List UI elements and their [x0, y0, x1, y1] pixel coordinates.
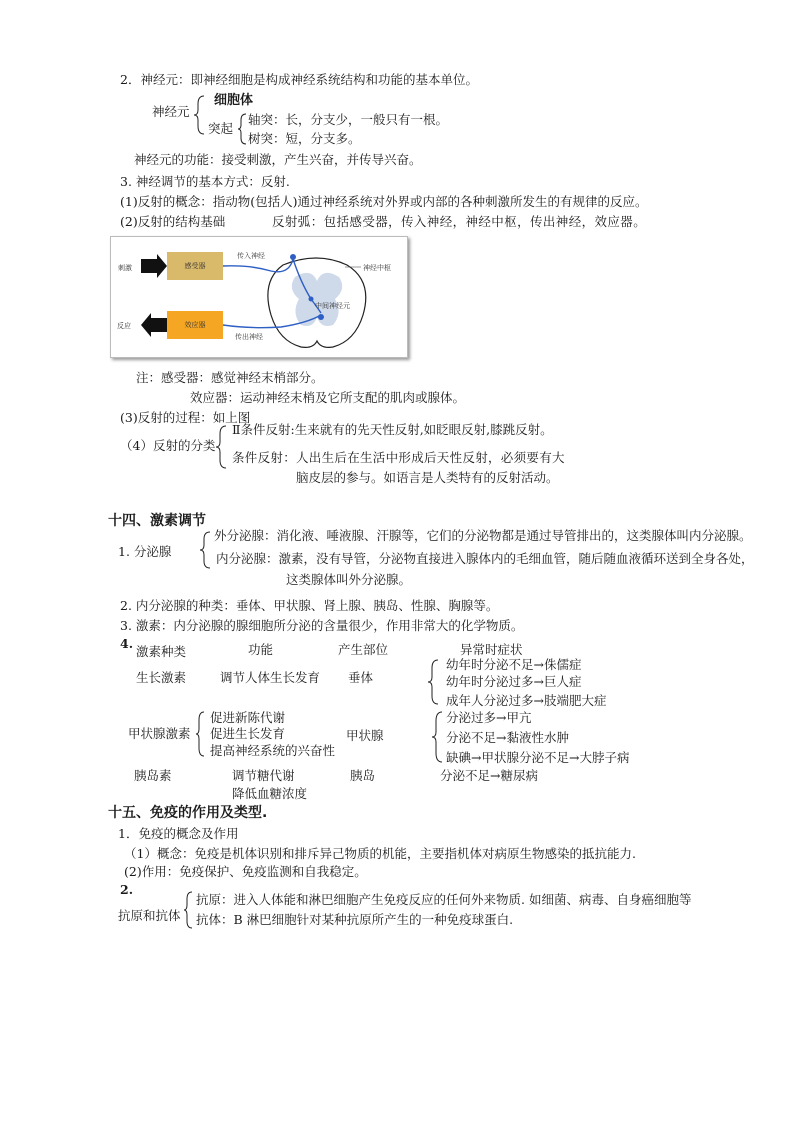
cell-body-label: 细胞体 [214, 93, 254, 108]
exocrine-gland: 外分泌腺：消化液、唾液腺、汗腺等，它们的分泌物都是通过导管排出的，这类腺体叫内分泌腺。 [214, 528, 752, 543]
th-site: 甲状腺 [346, 728, 384, 743]
col-function-header: 功能 [248, 642, 274, 657]
reflex-arc: 反射弧：包括感受器，传入神经，神经中枢，传出神经，效应器。 [272, 214, 647, 229]
brace-icon [236, 112, 248, 146]
col-symptom-header: 异常时症状 [460, 642, 523, 657]
reflex-arc-diagram [110, 236, 408, 358]
gland-label: 1. 分泌腺 [118, 544, 172, 559]
brace-icon [194, 710, 206, 758]
reflex-process: (3)反射的过程：如上图 [120, 410, 251, 425]
hormone-definition: 3. 激素：内分泌腺的腺细胞所分泌的含量很少，作用非常大的化学物质。 [120, 618, 524, 633]
endocrine-gland-2: 这类腺体叫外分泌腺。 [286, 572, 412, 587]
endocrine-types: 2. 内分泌腺的种类：垂体、甲状腺、肾上腺、胰岛、性腺、胸腺等。 [120, 598, 499, 613]
note-effector: 效应器：运动神经末梢及它所支配的肌肉或腺体。 [190, 390, 466, 405]
endocrine-gland-1: 内分泌腺：激素，没有导管，分泌物直接进入腺体内的毛细血管，随后随血液循环送到全身各处， [216, 551, 754, 566]
note-receptor: 注：感受器：感觉神经末梢部分。 [136, 370, 324, 385]
dendrite-line: 树突：短，分支多。 [248, 131, 361, 146]
immunity-role: (2)作用：免疫保护、免疫监测和自我稳定。 [124, 864, 367, 879]
center-label: 神经中枢 [363, 264, 391, 272]
insulin-site: 胰岛 [350, 768, 376, 783]
gh-symptom-1: 幼年时分泌不足→侏儒症 [446, 657, 582, 672]
col-site-header: 产生部位 [338, 642, 389, 657]
th-function-2: 促进生长发育 [210, 726, 286, 741]
interneuron-label: 中间神经元 [315, 302, 350, 310]
th-symptom-1: 分泌过多→甲亢 [446, 710, 532, 725]
stimulus-arrow-icon [141, 254, 167, 278]
afferent-label: 传入神经 [237, 252, 265, 260]
response-arrow-icon [141, 313, 167, 337]
gh-site: 垂体 [348, 670, 374, 685]
motor-neuron-dot [318, 314, 324, 320]
insulin-symptom: 分泌不足→糖尿病 [440, 768, 538, 783]
gh-symptom-3: 成年人分泌过多→肢端肥大症 [446, 693, 607, 708]
neuron-function: 神经元的功能：接受刺激，产生兴奋，并传导兴奋。 [134, 152, 422, 167]
effector-box: 效应器 [167, 311, 223, 339]
unconditioned-reflex: Ⅱ条件反射:生来就有的先天性反射,如眨眼反射,膝跳反射。 [232, 422, 553, 437]
brace-icon [214, 424, 228, 470]
th-function-1: 促进新陈代谢 [210, 710, 286, 725]
efferent-label: 传出神经 [235, 333, 263, 341]
protrusion-label: 突起 [208, 121, 234, 136]
th-function-3: 提高神经系统的兴奋性 [210, 743, 336, 758]
item-2-number: 2. [120, 882, 134, 897]
reflex-types-label: （4）反射的分类 [120, 438, 216, 453]
immunity-concept: （1）概念：免疫是机体识别和排斥异己物质的机能，主要指机体对病原生物感染的抵抗能力. [124, 846, 636, 861]
antibody-definition: 抗体：B 淋巴细胞针对某种抗原所产生的一种免疫球蛋白. [196, 912, 514, 927]
insulin-function-2: 降低血糖浓度 [232, 786, 308, 801]
axon-line: 轴突：长，分支少，一般只有一根。 [248, 112, 449, 127]
th-symptom-3: 缺碘→甲状腺分泌不足→大脖子病 [446, 750, 630, 765]
immunity-subtitle: 1．免疫的概念及作用 [118, 826, 239, 841]
gh-symptom-2: 幼年时分泌过多→巨人症 [446, 674, 582, 689]
interneuron-dot [309, 297, 314, 302]
response-label: 反应 [117, 322, 131, 330]
reflex-concept: (1)反射的概念：指动物(包括人)通过神经系统对外界或内部的各种刺激所发生的有规律的反应。 [120, 194, 648, 209]
conditioned-reflex-2: 脑皮层的参与。如语言是人类特有的反射活动。 [296, 470, 559, 485]
immunity-heading: 十五、免疫的作用及类型. [108, 805, 268, 821]
th-name: 甲状腺激素 [128, 726, 191, 741]
brace-icon [426, 658, 440, 706]
brace-icon [430, 710, 444, 764]
reflex-title: 3. 神经调节的基本方式：反射. [120, 174, 290, 189]
brace-icon [192, 94, 206, 136]
reflex-structure: (2)反射的结构基础 [120, 214, 226, 229]
antigen-antibody-label: 抗原和抗体 [118, 908, 181, 923]
conditioned-reflex-1: 条件反射：人出生后在生活中形成后天性反射，必须要有大 [232, 450, 565, 465]
gh-function: 调节人体生长发育 [220, 670, 321, 685]
brace-icon [198, 530, 212, 570]
brace-icon [182, 890, 194, 930]
hormone-heading: 十四、激素调节 [108, 513, 206, 529]
insulin-name: 胰岛素 [134, 768, 172, 783]
gh-name: 生长激素 [136, 670, 187, 685]
neuron-label: 神经元 [152, 104, 190, 119]
receptor-box: 感受器 [167, 252, 223, 280]
stimulus-label: 刺激 [118, 264, 132, 272]
neuron-title: 2．神经元：即神经细胞是构成神经系统结构和功能的基本单位。 [120, 72, 478, 87]
th-symptom-2: 分泌不足→黏液性水肿 [446, 730, 569, 745]
col-hormone-header: 激素种类 [136, 644, 187, 659]
insulin-function-1: 调节糖代谢 [232, 768, 295, 783]
antigen-definition: 抗原：进入人体能和淋巴细胞产生免疫反应的任何外来物质. 如细菌、病毒、自身癌细胞等 [196, 892, 692, 907]
item-4-number: 4. [120, 636, 134, 651]
